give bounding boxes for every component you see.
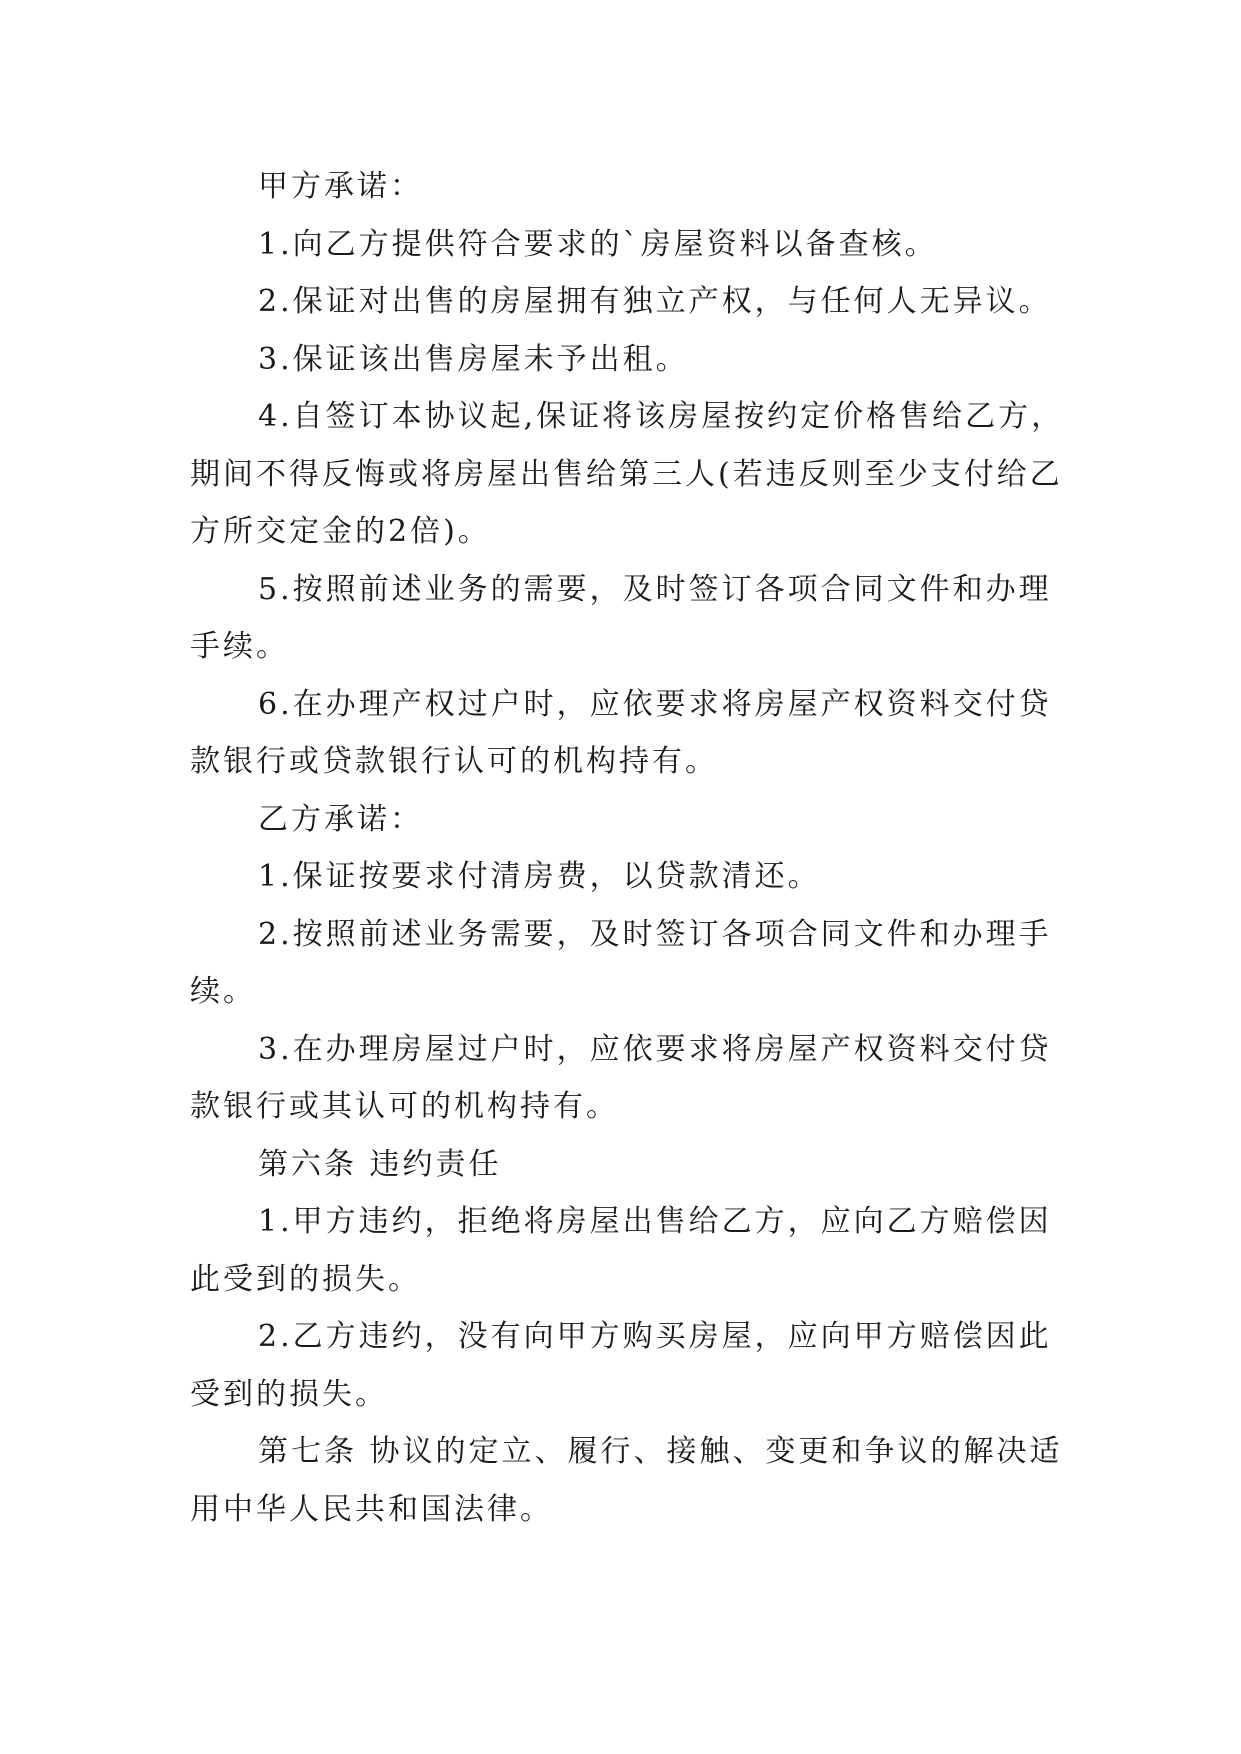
party-a-clause-6: 6.在办理产权过户时，应依要求将房屋产权资料交付贷款银行或贷款银行认可的机构持有。 [190, 686, 1052, 779]
article-6-clause-2: 2.乙方违约，没有向甲方购买房屋，应向甲方赔偿因此受到的损失。 [190, 1319, 1052, 1412]
article-7-text: 第七条 协议的定立、履行、接触、变更和争议的解决适用中华人民共和国法律。 [190, 1434, 1063, 1527]
party-a-clause-1: 1.向乙方提供符合要求的`房屋资料以备查核。 [258, 226, 938, 262]
party-b-clause-1: 1.保证按要求付清房费，以贷款清还。 [258, 859, 821, 894]
party-a-clause-2: 2.保证对出售的房屋拥有独立产权，与任何人无异议。 [258, 284, 1052, 319]
document-body [190, 158, 1070, 1538]
party-b-clause-3: 3.在办理房屋过户时，应依要求将房屋产权资料交付贷款银行或其认可的机构持有。 [190, 1031, 1052, 1124]
party-a-clause-5: 5.按照前述业务的需要，及时签订各项合同文件和办理手续。 [190, 571, 1052, 664]
section-heading-party-b-commitments: 乙方承诺： [258, 801, 423, 837]
section-heading-party-a-commitments: 甲方承诺： [258, 169, 423, 204]
party-b-clause-2: 2.按照前述业务需要，及时签订各项合同文件和办理手续。 [190, 916, 1052, 1009]
party-a-clause-3: 3.保证该出售房屋未予出租。 [258, 341, 689, 377]
party-a-clause-4: 4.自签订本协议起,保证将该房屋按约定价格售给乙方，期间不得反悔或将房屋出售给第三人(若违反则至少支付给乙方所交定金的2倍)。 [190, 399, 1065, 549]
article-6-clause-1: 1.甲方违约，拒绝将房屋出售给乙方，应向乙方赔偿因此受到的损失。 [190, 1204, 1052, 1297]
article-6-heading: 第六条 违约责任 [258, 1146, 502, 1182]
